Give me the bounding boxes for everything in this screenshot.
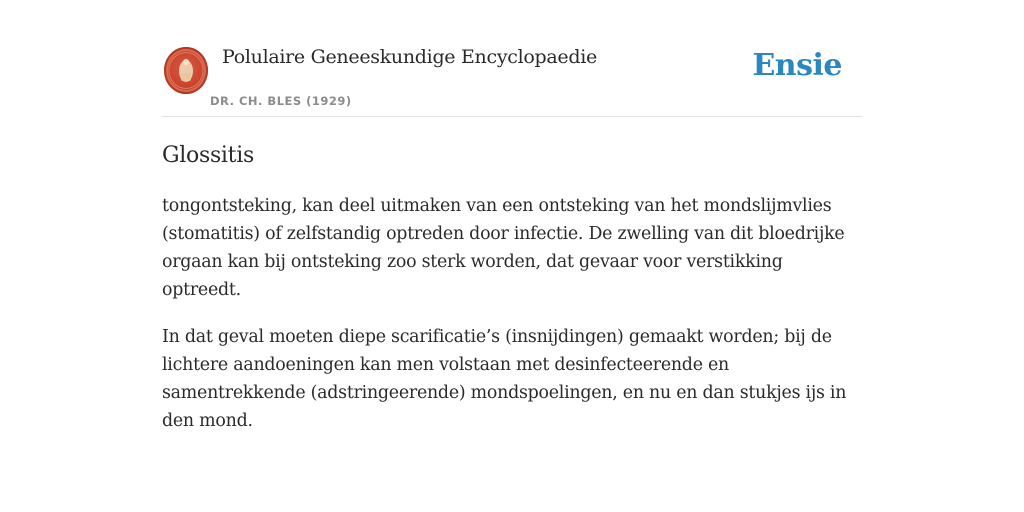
book-title[interactable]: Polulaire Geneeskundige Encyclopaedie xyxy=(222,46,597,68)
page-container xyxy=(162,0,862,435)
entry-title: Glossitis xyxy=(162,143,254,168)
entry-paragraph: In dat geval moeten diepe scarificatie’s (insnijdingen) gemaakt worden; bij de lichtere aandoeningen kan men volstaan met desinfecteerende en samentrekkende (adstringeerende) mondspoelingen, en nu en dan stukjes ijs in den mond. xyxy=(162,327,847,431)
entry-body xyxy=(162,192,862,435)
book-cover-seal-icon[interactable] xyxy=(164,47,208,94)
brand-logo[interactable]: Ensie xyxy=(752,48,842,83)
site-header xyxy=(162,0,862,117)
entry-paragraph: tongontsteking, kan deel uitmaken van een ontsteking van het mondslijmvlies (stomatitis) of zelfstandig optreden door infectie. De zwelling van dit bloedrijke orgaan kan bij ontsteking zoo sterk worden, dat gevaar voor verstikking optreedt. xyxy=(162,196,845,300)
book-author: DR. CH. BLES (1929) xyxy=(210,94,352,108)
